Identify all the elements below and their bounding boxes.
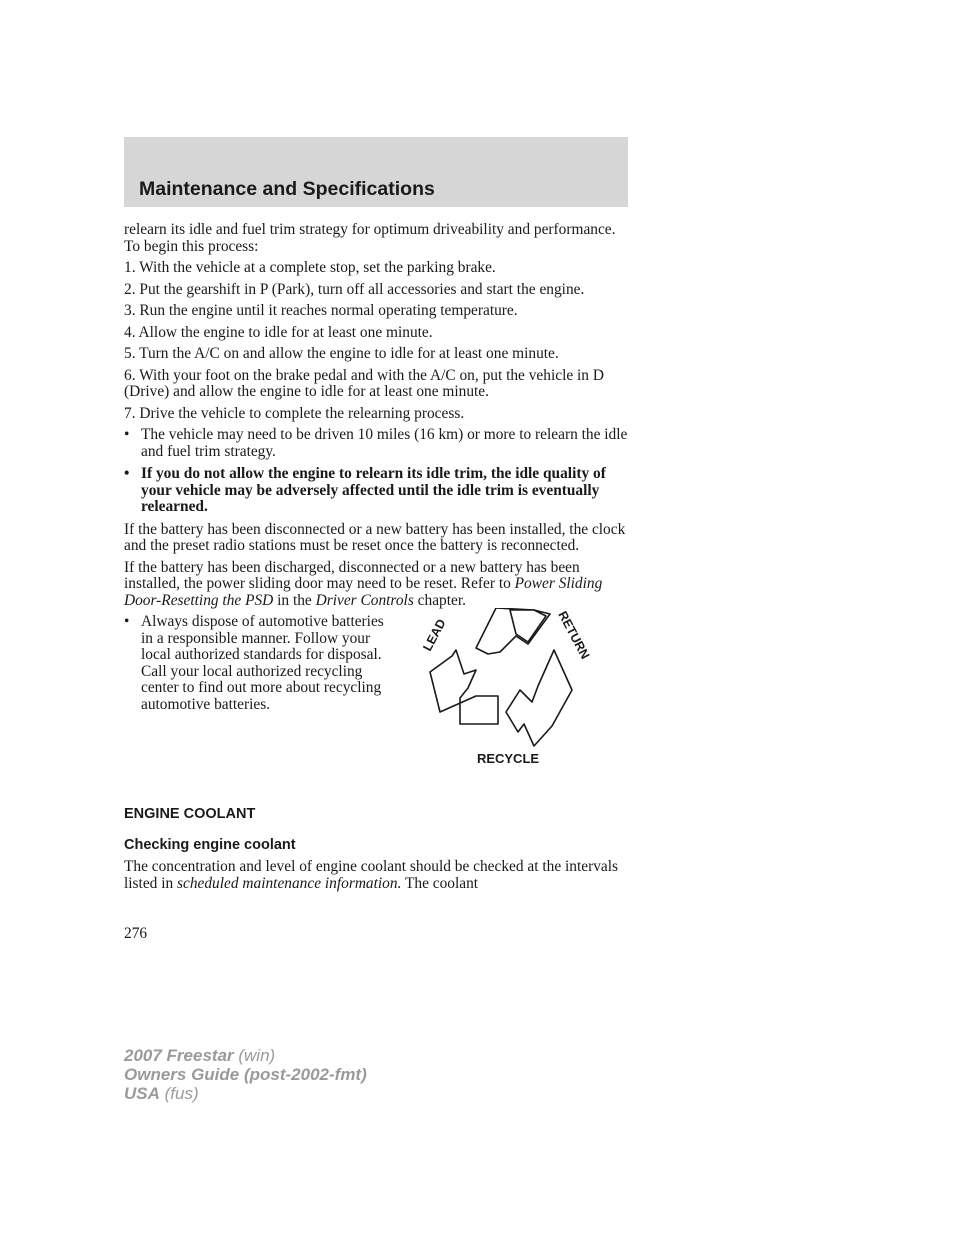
bullet-dot: • bbox=[124, 426, 130, 443]
recycle-symbol-icon bbox=[416, 608, 606, 768]
recycle-section bbox=[124, 608, 628, 784]
step-4: 4. Allow the engine to idle for at least one minute. bbox=[124, 323, 433, 341]
bullet-relearn-distance bbox=[124, 427, 628, 460]
battery-reset-paragraph: If the battery has been disconnected or a new battery has been installed, the clock and the preset radio stations must be reset once the battery is reconnected. bbox=[124, 520, 626, 554]
bullet-idle-trim-warning bbox=[124, 466, 628, 516]
coolant-text-after: The coolant bbox=[401, 874, 479, 892]
step-6: 6. With your foot on the brake pedal and with the A/C on, put the vehicle in D (Drive) and allow the engine to idle for at least one minute. bbox=[124, 366, 604, 400]
footer-market-code: (fus) bbox=[159, 1084, 199, 1103]
footer-market: USA bbox=[124, 1084, 160, 1103]
door-text-before: If the battery has been discharged, disconnected or a new battery has been installed, the power sliding door may need to be reset. Refer to bbox=[124, 558, 580, 592]
footer-line-3 bbox=[124, 1084, 367, 1103]
recycle-label-recycle: RECYCLE bbox=[476, 751, 540, 766]
door-text-after: chapter. bbox=[413, 591, 466, 609]
bullet-dot: • bbox=[124, 613, 130, 630]
footer-line-2 bbox=[124, 1065, 367, 1084]
bullet-text: If you do not allow the engine to relearn its idle trim, the idle quality of your vehicle may be adversely affected until the idle trim is eventually relearned. bbox=[141, 465, 606, 515]
step-2: 2. Put the gearshift in P (Park), turn off all accessories and start the engine. bbox=[124, 280, 585, 298]
door-reference-psd: Power Sliding Door-Resetting the PSD bbox=[124, 575, 603, 609]
bullet-text: The vehicle may need to be driven 10 miles (16 km) or more to relearn the idle and fuel trim strategy. bbox=[141, 426, 628, 460]
section-title: Maintenance and Specifications bbox=[139, 178, 435, 200]
step-7: 7. Drive the vehicle to complete the relearning process. bbox=[124, 404, 465, 422]
coolant-text-before: The concentration and level of engine coolant should be checked at the intervals listed in bbox=[124, 858, 619, 892]
door-reference-chapter: Driver Controls bbox=[315, 591, 414, 609]
door-text-middle: in the bbox=[273, 591, 316, 609]
bullet-dot: • bbox=[124, 465, 130, 482]
intro-paragraph: relearn its idle and fuel trim strategy for optimum driveability and performance. To begin this process: bbox=[124, 221, 616, 255]
bullet-dispose-batteries bbox=[124, 614, 391, 713]
step-1: 1. With the vehicle at a complete stop, set the parking brake. bbox=[124, 259, 496, 276]
footer-line-1 bbox=[124, 1046, 367, 1065]
engine-coolant-heading: ENGINE COOLANT bbox=[124, 806, 256, 822]
footer-guide: Owners Guide (post-2002-fmt) bbox=[124, 1065, 367, 1084]
coolant-paragraph bbox=[124, 859, 628, 892]
footer-model-code: (win) bbox=[233, 1046, 276, 1065]
document-footer bbox=[124, 1046, 367, 1103]
checking-coolant-subheading: Checking engine coolant bbox=[124, 836, 296, 853]
coolant-reference: scheduled maintenance information. bbox=[177, 874, 402, 892]
recycle-label-return: RETURN bbox=[555, 608, 593, 662]
step-5: 5. Turn the A/C on and allow the engine to idle for at least one minute. bbox=[124, 345, 559, 362]
bullet-text: Always dispose of automotive batteries in a responsible manner. Follow your local authorized standards for disposal. Call your local authorized recycling center to find out more about recycling automotive batteries. bbox=[141, 613, 384, 713]
sliding-door-paragraph bbox=[124, 560, 628, 610]
step-3: 3. Run the engine until it reaches normal operating temperature. bbox=[124, 302, 518, 319]
page-content bbox=[124, 222, 628, 897]
section-header-band bbox=[124, 137, 628, 207]
footer-model: 2007 Freestar bbox=[124, 1046, 234, 1065]
recycle-label-lead: LEAD bbox=[420, 616, 449, 654]
page-number: 276 bbox=[124, 925, 148, 942]
